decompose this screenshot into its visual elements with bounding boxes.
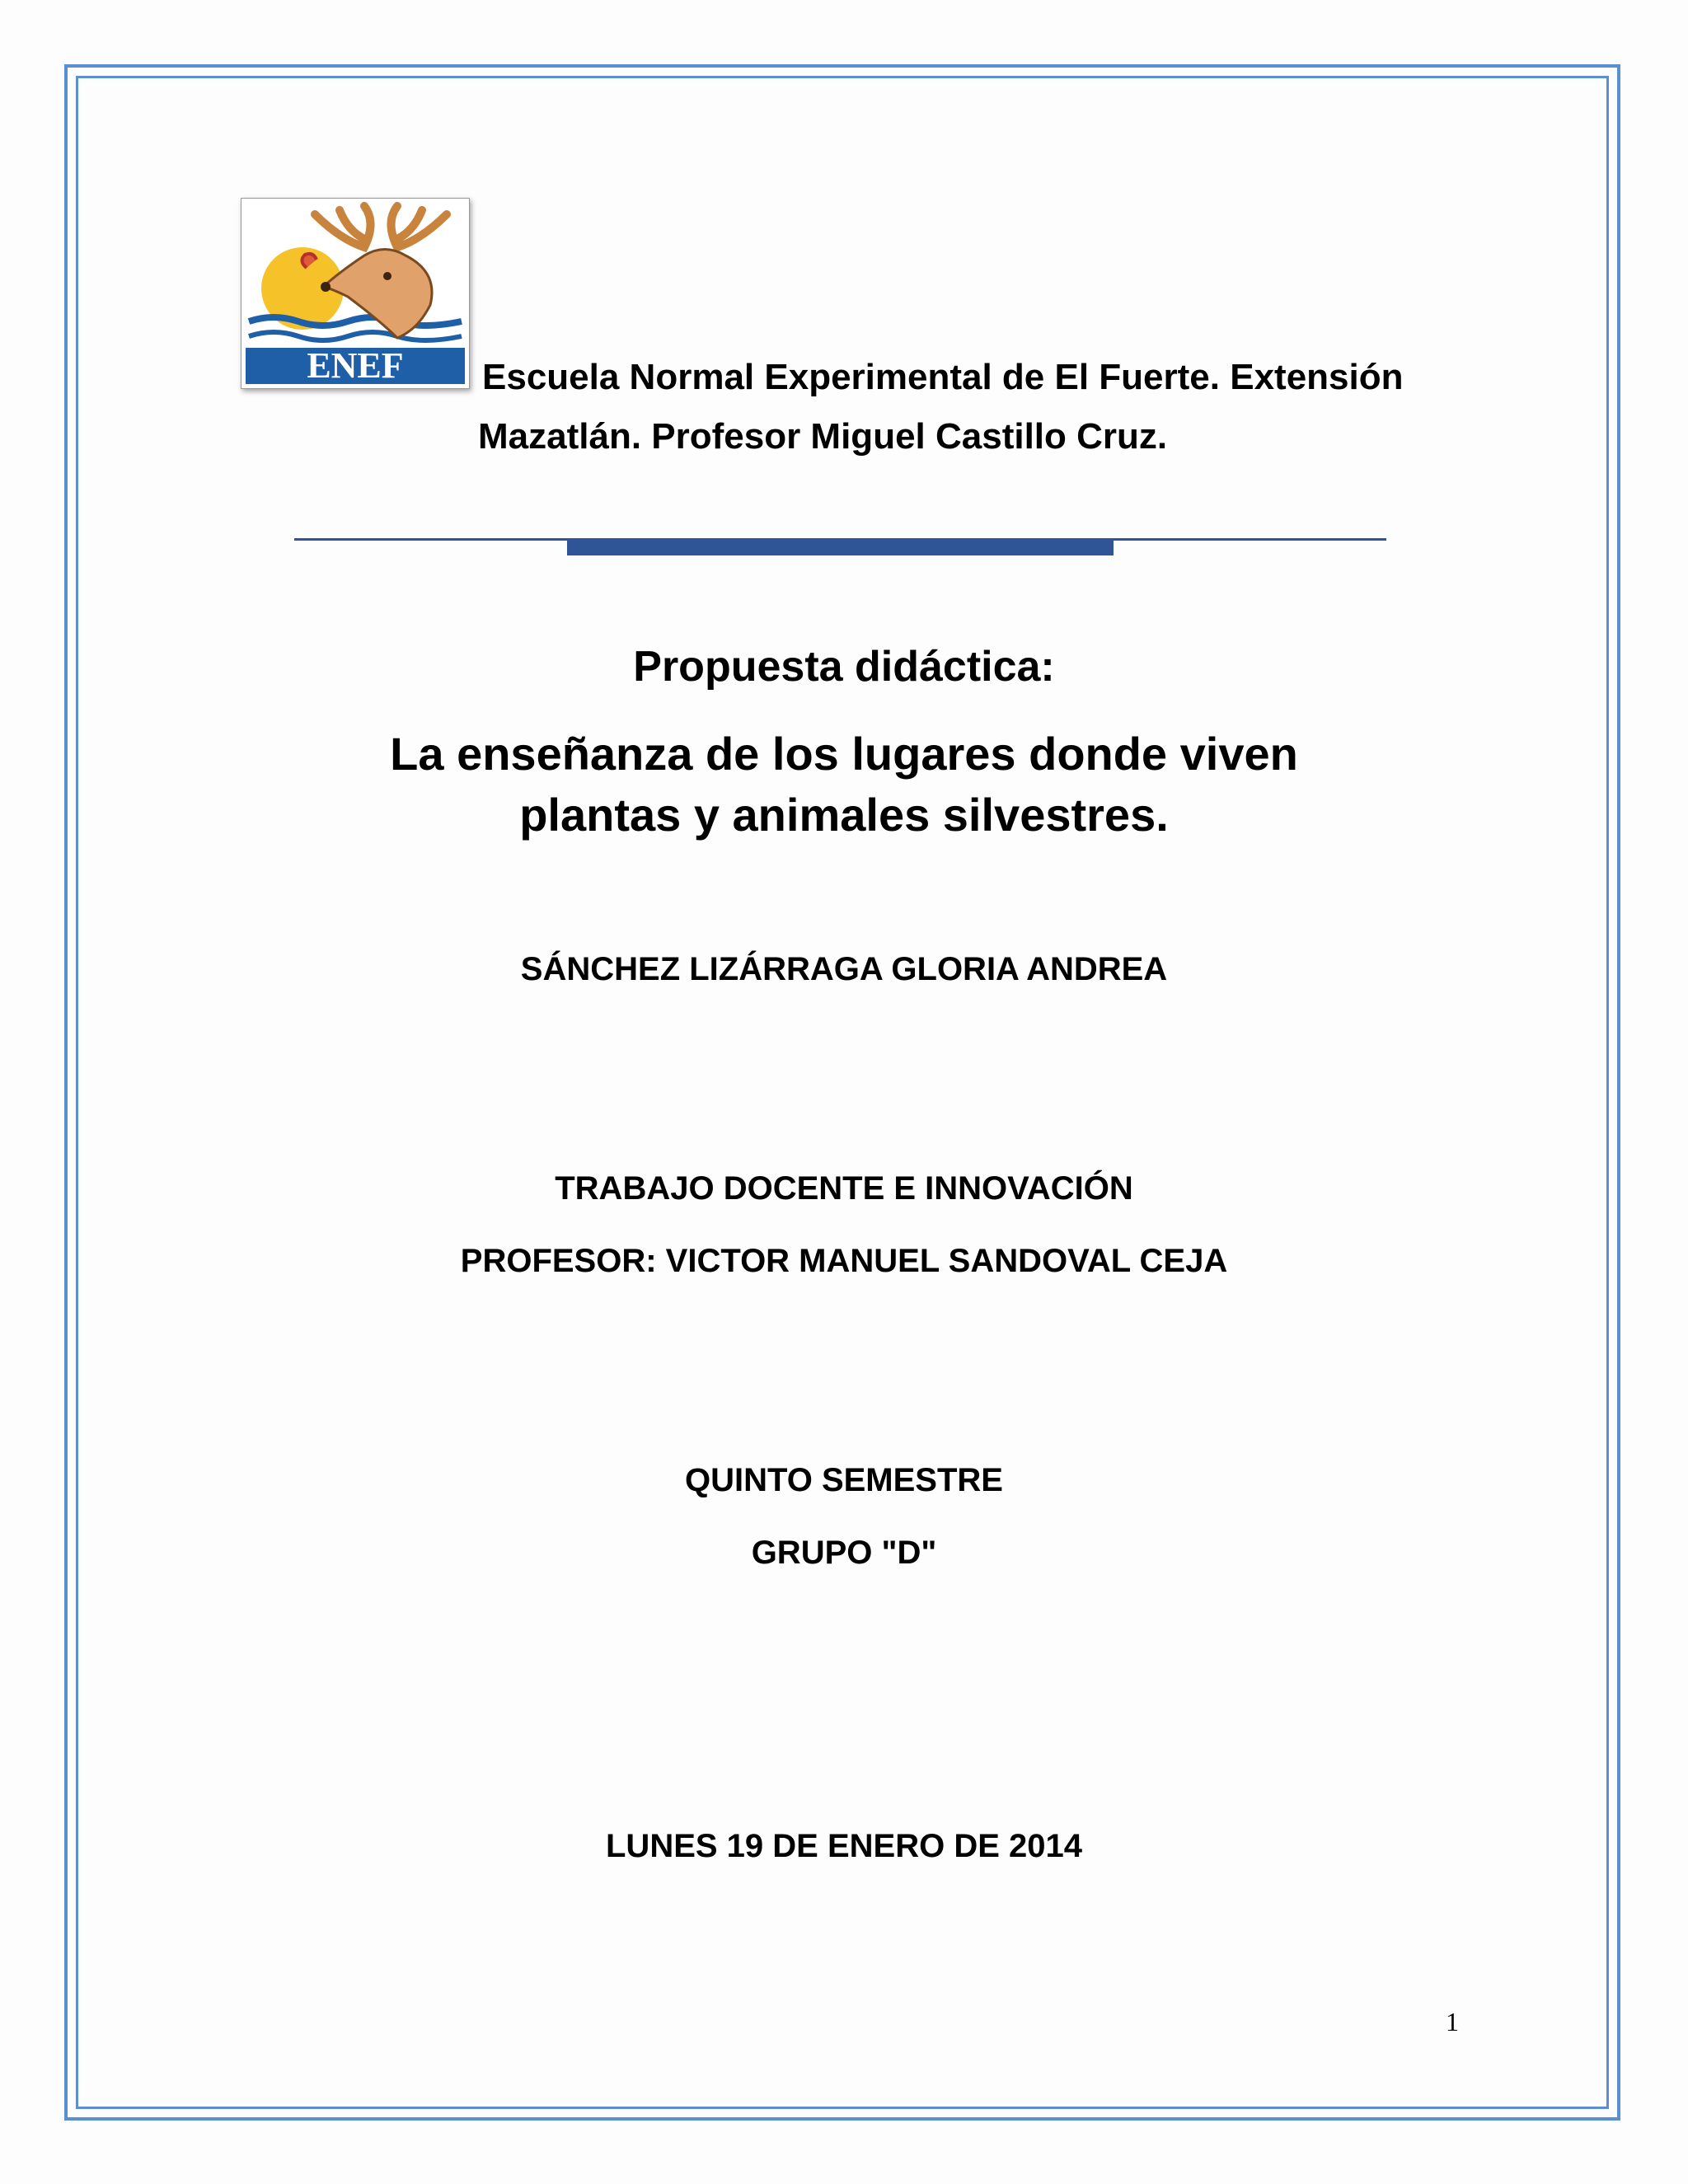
author-name: SÁNCHEZ LIZÁRRAGA GLORIA ANDREA: [520, 951, 1168, 987]
semester: QUINTO SEMESTRE: [685, 1462, 1003, 1498]
subtitle-text: La enseñanza de los lugares donde viven plantas y animales silvestres.: [390, 728, 1298, 841]
school-logo: [241, 198, 470, 389]
school-line-2: Mazatlán. Profesor Miguel Castillo Cruz.: [478, 416, 1168, 457]
school-line-1: Escuela Normal Experimental de El Fuerte. Extensión: [482, 357, 1404, 397]
document-title: Propuesta didáctica:: [633, 643, 1055, 691]
logo-text: ENEF: [307, 345, 404, 386]
group: GRUPO "D": [751, 1535, 937, 1571]
course-name: TRABAJO DOCENTE E INNOVACIÓN: [555, 1170, 1133, 1207]
professor-name: PROFESOR: VICTOR MANUEL SANDOVAL CEJA: [460, 1243, 1228, 1279]
page-number: 1: [1446, 2007, 1459, 2036]
header-divider-thick: [567, 541, 1114, 555]
document-subtitle: [0, 724, 1688, 846]
date: LUNES 19 DE ENERO DE 2014: [606, 1828, 1082, 1864]
